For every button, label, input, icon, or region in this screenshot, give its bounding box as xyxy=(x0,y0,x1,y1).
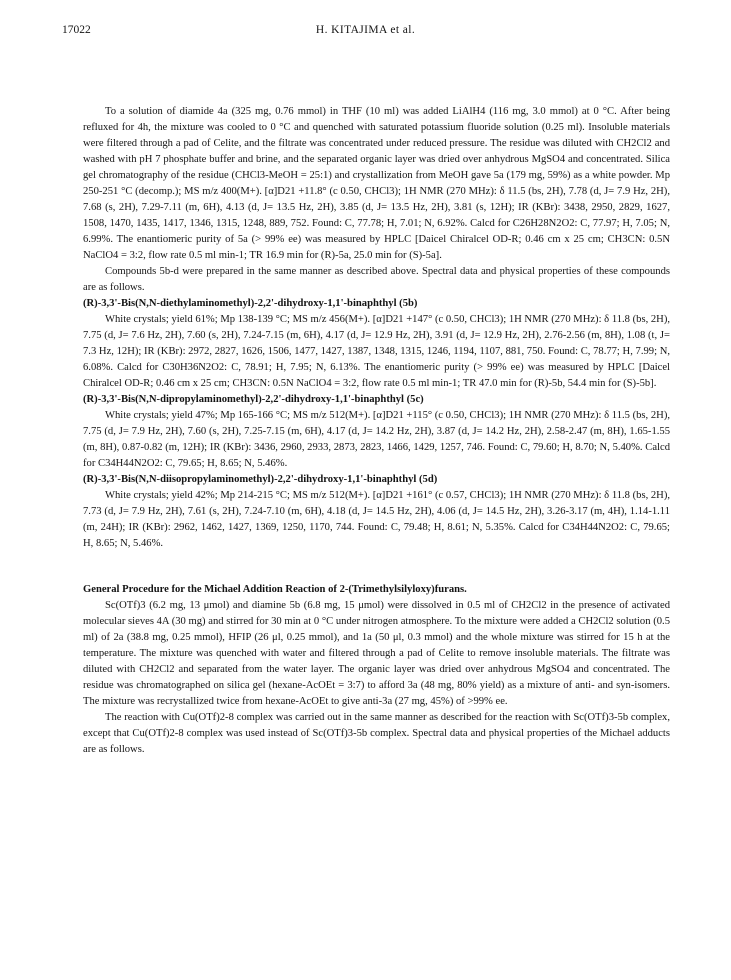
page-header xyxy=(62,24,669,42)
paragraph-cu-reaction: The reaction with Cu(OTf)2-8 complex was carried out in the same manner as described for the reaction with Sc(OTf)3-5b complex, except that Cu(OTf)2-8 complex was used instead of Sc(OTf)3-5b complex. Spectral data and physical properties of the Michael adducts are as follows. xyxy=(83,712,670,755)
paragraph-data-5b: White crystals; yield 61%; Mp 138-139 °C; MS m/z 456(M+). [α]D21 +147° (c 0.50, CHCl3); 1H NMR (270 MHz): δ 11.8 (bs, 2H), 7.75 (d, J= 7.6 Hz, 2H), 7.60 (s, 2H), 7.24-7.15 (m, 6H), 4.17 (d, J= 12.9 Hz, 2H), 3.91 (d, J= 12.9 Hz, 2H), 2.76-2.56 (m, 8H), 1.08 (t, J= 7.3 Hz, 12H); IR (KBr): 2972, 2827, 1626, 1506, 1477, 1427, 1387, 1348, 1315, 1246, 1194, 1107, 881, 750. Found: C, 78.77; H, 7.99; N, 6.08%. Calcd for C30H36N2O2: C, 78.91; H, 7.95; N, 6.13%. The enantiomeric purity (> 99% ee) was measured by HPLC [Daicel Chiralcel OD-R; 0.46 cm x 25 cm; CH3CN: 0.5N NaClO4 = 3:2, flow rate 0.5 ml min-1; TR 47.0 min for (R)-5b, 54.4 min for (S)-5b]. xyxy=(83,314,670,389)
paragraph-data-5c: White crystals; yield 47%; Mp 165-166 °C; MS m/z 512(M+). [α]D21 +115° (c 0.50, CHCl3); 1H NMR (270 MHz): δ 11.5 (bs, 2H), 7.75 (d, J= 7.9 Hz, 2H), 7.60 (s, 2H), 7.25-7.15 (m, 6H), 4.17 (d, J= 14.2 Hz, 2H), 3.87 (d, J= 14.2 Hz, 2H), 2.58-2.47 (m, 8H), 1.65-1.55 (m, 8H), 0.87-0.82 (m, 12H); IR (KBr): 3436, 2960, 2933, 2873, 2823, 1466, 1429, 1257, 746. Found: C, 79.60; H, 8.70; N, 5.40%. Calcd for C34H44N2O2: C, 79.65; H, 8.65; N, 5.46%. xyxy=(83,410,670,469)
paragraph-compounds-5b-d: Compounds 5b-d were prepared in the same manner as described above. Spectral data and physical properties of these compounds are as follows. xyxy=(83,266,670,293)
section-spacer xyxy=(83,552,670,582)
compound-heading-5d: (R)-3,3'-Bis(N,N-diisopropylaminomethyl)-2,2'-dihydroxy-1,1'-binaphthyl (5d) xyxy=(83,474,438,485)
article-body xyxy=(83,104,670,758)
paragraph-data-5d: White crystals; yield 42%; Mp 214-215 °C; MS m/z 512(M+). [α]D21 +161° (c 0.57, CHCl3); 1H NMR (270 MHz): δ 11.8 (bs, 2H), 7.73 (d, J= 7.9 Hz, 2H), 7.61 (s, 2H), 7.24-7.10 (m, 6H), 4.18 (d, J= 14.5 Hz, 2H), 4.06 (d, J= 14.5 Hz, 2H), 3.26-3.17 (m, 4H), 1.14-1.11 (m, 24H); IR (KBr): 2962, 1462, 1427, 1369, 1250, 1170, 744. Found: C, 79.48; H, 8.61; N, 5.35%. Calcd for C34H44N2O2: C, 79.65; H, 8.65; N, 5.46%. xyxy=(83,490,670,549)
paragraph-synthesis-5a: To a solution of diamide 4a (325 mg, 0.76 mmol) in THF (10 ml) was added LiAlH4 (116 mg, 3.0 mmol) at 0 °C. After being refluxed for 4h, the mixture was cooled to 0 °C and quenched with saturated potassium fluoride solution (0.25 ml). Insoluble materials were filtered through a pad of Celite, and the filtrate was concentrated under reduced pressure. The residue was diluted with CH2Cl2 and washed with pH 7 phosphate buffer and brine, and the separated organic layer was dried over anhydrous MgSO4 and concentrated. Silica gel chromatography of the residue (CHCl3-MeOH = 25:1) and crystallization from MeOH gave 5a (179 mg, 59%) as a white powder. Mp 250-251 °C (decomp.); MS m/z 400(M+). [α]D21 +11.8° (c 0.50, CHCl3); 1H NMR (270 MHz): δ 11.5 (bs, 2H), 7.78 (d, J= 7.9 Hz, 2H), 7.68 (s, 2H), 7.29-7.11 (m, 6H), 4.13 (d, J= 13.5 Hz, 2H), 3.85 (d, J= 13.5 Hz, 2H), 3.81 (s, 12H); IR (KBr): 3438, 2950, 2829, 1627, 1508, 1470, 1435, 1417, 1346, 1315, 1248, 889, 752. Found: C, 77.78; H, 7.01; N, 6.92%. Calcd for C26H28N2O2: C, 77.97; H, 7.05; N, 6.99%. The enantiomeric purity of 5a (> 99% ee) was measured by HPLC [Daicel Chiralcel OD-R; 0.46 cm x 25 cm; CH3CN: 0.5N NaClO4 = 3:2, flow rate 0.5 ml min-1; TR 16.9 min for (R)-5a, 25.0 min for (S)-5a]. xyxy=(83,106,670,261)
running-head: H. KITAJIMA et al. xyxy=(315,24,416,36)
paragraph-michael-procedure: Sc(OTf)3 (6.2 mg, 13 μmol) and diamine 5b (6.8 mg, 15 μmol) were dissolved in 0.5 ml of CH2Cl2 in the presence of activated molecular sieves 4A (30 mg) and stirred for 30 min at 0 °C under nitrogen atmosphere. To the mixture were added a CH2Cl2 solution (0.5 ml) of 2a (38.8 mg, 0.25 mmol), HFIP (26 μl, 0.25 mmol), and 1a (50 μl, 0.3 mmol) and the whole mixture was stirred for 15 h at the temperature. The mixture was quenched with water and filtered through a pad of Celite to remove insoluble materials. The filtrate was diluted with CH2Cl2 and separated from the water layer. The organic layer was dried over anhydrous MgSO4 and concentrated. The residue was chromatographed on silica gel (hexane-AcOEt = 3:7) to afford 3a (48 mg, 80% yield) as a mixture of anti- and syn-isomers. The mixture was recrystallized twice from hexane-AcOEt to give anti-3a (27 mg, 45%) of >99% ee. xyxy=(83,600,670,707)
compound-heading-5b: (R)-3,3'-Bis(N,N-diethylaminomethyl)-2,2'-dihydroxy-1,1'-binaphthyl (5b) xyxy=(83,298,418,309)
section-heading-michael: General Procedure for the Michael Addition Reaction of 2-(Trimethylsilyloxy)furans. xyxy=(83,584,467,595)
compound-heading-5c: (R)-3,3'-Bis(N,N-dipropylaminomethyl)-2,2'-dihydroxy-1,1'-binaphthyl (5c) xyxy=(83,394,424,405)
page-number: 17022 xyxy=(62,24,91,36)
